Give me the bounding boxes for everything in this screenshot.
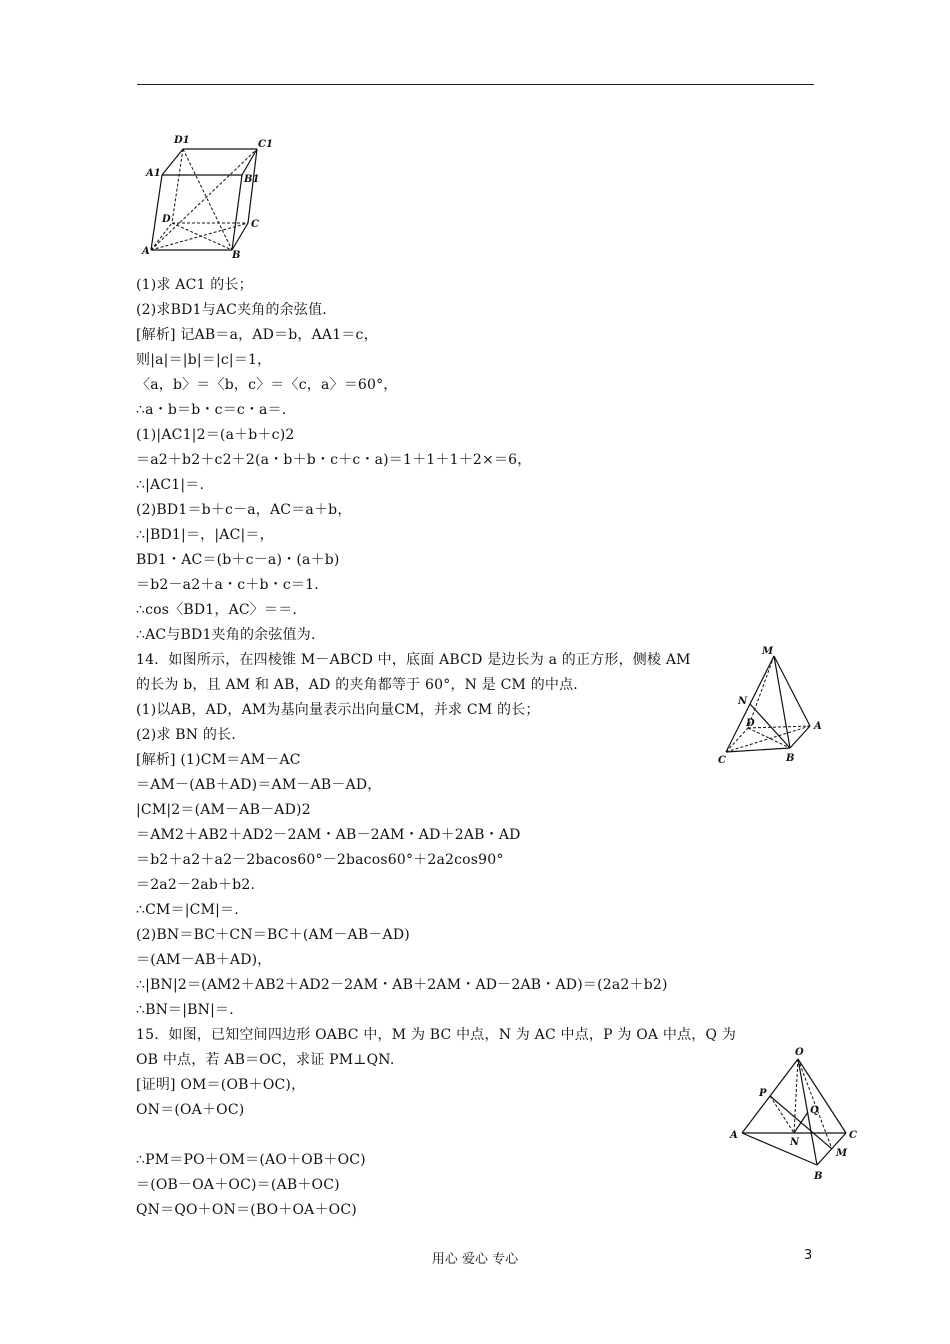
text-line: QN＝QO＋ON＝(BO＋OA＋OC) [136, 1202, 357, 1218]
text-line: (2)求BD1与AC夹角的余弦值. [136, 302, 327, 318]
cube-label-d1: D1 [174, 135, 190, 146]
text-line: ∴CM＝|CM|＝. [136, 902, 239, 918]
text-line: ∴|AC1|＝. [136, 477, 205, 493]
tetra-label-q: Q [810, 1105, 819, 1116]
text-line: ∴|BD1|＝，|AC|＝， [136, 527, 274, 543]
text-line: 14．如图所示，在四棱锥 M－ABCD 中，底面 ABCD 是边长为 a 的正方形，侧棱 AM [136, 652, 691, 668]
cube-label-a: A [142, 246, 150, 257]
text-line: ＝AM－(AB＋AD)＝AM－AB－AD， [136, 777, 382, 793]
tetra-label-c: C [849, 1130, 857, 1141]
text-line: OB 中点，若 AB＝OC，求证 PM⊥QN. [136, 1052, 395, 1068]
text-line: |CM|2＝(AM－AB－AD)2 [136, 802, 311, 818]
text-line: (2)BD1＝b＋c－a，AC＝a＋b， [136, 502, 352, 518]
text-line: 的长为 b，且 AM 和 AB，AD 的夹角都等于 60°，N 是 CM 的中点. [136, 677, 578, 693]
cube-label-b1: B1 [244, 174, 260, 185]
text-line: (1)以AB，AD，AM为基向量表示出向量CM，并求 CM 的长； [136, 702, 540, 718]
tetra-label-b: B [814, 1171, 823, 1182]
text-line: ∴PM＝PO＋OM＝(AO＋OB＋OC) [136, 1152, 366, 1168]
text-line: ∴|BN|2＝(AM2＋AB2＋AD2－2AM・AB＋2AM・AD－2AB・AD)＝(2a2＋b2) [136, 977, 668, 993]
text-line: ∴AC与BD1夹角的余弦值为. [136, 627, 316, 643]
text-line: [解析] (1)CM＝AM－AC [136, 752, 301, 768]
text-line: [解析] 记AB＝a，AD＝b，AA1＝c， [136, 327, 378, 343]
cube-label-b: B [232, 250, 241, 260]
tetra-label-a: A [730, 1130, 738, 1141]
cube-label-d: D [162, 214, 171, 225]
text-line: ＝(OB－OA＋OC)＝(AB＋OC) [136, 1177, 340, 1193]
tetra-label-p: P [759, 1088, 767, 1099]
tetra-figure [728, 1045, 863, 1185]
text-line: ＝a2＋b2＋c2＋2(a・b＋b・c＋c・a)＝1＋1＋1＋2×＝6， [136, 452, 532, 468]
text-line: ＝b2＋a2＋a2－2bacos60°－2bacos60°＋2a2cos90° [136, 852, 504, 868]
page-footer: 用心 爱心 专心 [431, 1252, 519, 1267]
pyramid-label-n: N [738, 696, 748, 707]
text-line: BD1・AC＝(b＋c－a)・(a＋b) [136, 552, 340, 568]
text-line: ＝2a2－2ab＋b2. [136, 877, 256, 893]
text-line: 15．如图，已知空间四边形 OABC 中，M 为 BC 中点，N 为 AC 中点，P 为 OA 中点，Q 为 [136, 1027, 737, 1043]
text-line: ∴a・b＝b・c＝c・a＝. [136, 402, 287, 418]
text-line: (2)BN＝BC＋CN＝BC＋(AM－AB－AD) [136, 927, 410, 943]
cube-label-c: C [251, 219, 259, 230]
text-line: ∴cos〈BD1，AC〉＝＝. [136, 602, 298, 618]
text-line: ON＝(OA＋OC) [136, 1102, 245, 1118]
cube-label-a1: A1 [146, 168, 161, 179]
page-number: 3 [804, 1248, 813, 1263]
text-line: 则|a|＝|b|＝|c|＝1， [136, 352, 272, 368]
pyramid-label-d: D [746, 718, 755, 729]
text-line: [证明] OM＝(OB＋OC)， [136, 1077, 306, 1093]
text-line: (2)求 BN 的长. [136, 727, 236, 743]
pyramid-figure [716, 642, 831, 767]
tetra-label-o: O [795, 1047, 804, 1058]
cube-figure [140, 130, 275, 260]
text-line: ＝b2－a2＋a・c＋b・c＝1. [136, 577, 319, 593]
text-line: ＝(AM－AB＋AD)， [136, 952, 272, 968]
tetra-label-n: N [790, 1137, 800, 1148]
text-line: ＝AM2＋AB2＋AD2－2AM・AB－2AM・AD＋2AB・AD [136, 827, 521, 843]
text-line: (1)|AC1|2＝(a＋b＋c)2 [136, 427, 295, 443]
header-rule [137, 84, 814, 85]
pyramid-label-b: B [786, 753, 795, 764]
pyramid-label-a: A [814, 721, 822, 732]
text-line: 〈a，b〉＝〈b，c〉＝〈c，a〉＝60°， [136, 377, 398, 393]
cube-label-c1: C1 [258, 139, 273, 150]
pyramid-label-m: M [762, 646, 774, 657]
pyramid-label-c: C [718, 755, 726, 766]
tetra-label-m: M [836, 1148, 848, 1159]
text-line: ∴BN＝|BN|＝. [136, 1002, 234, 1018]
text-line: (1)求 AC1 的长； [136, 277, 253, 293]
